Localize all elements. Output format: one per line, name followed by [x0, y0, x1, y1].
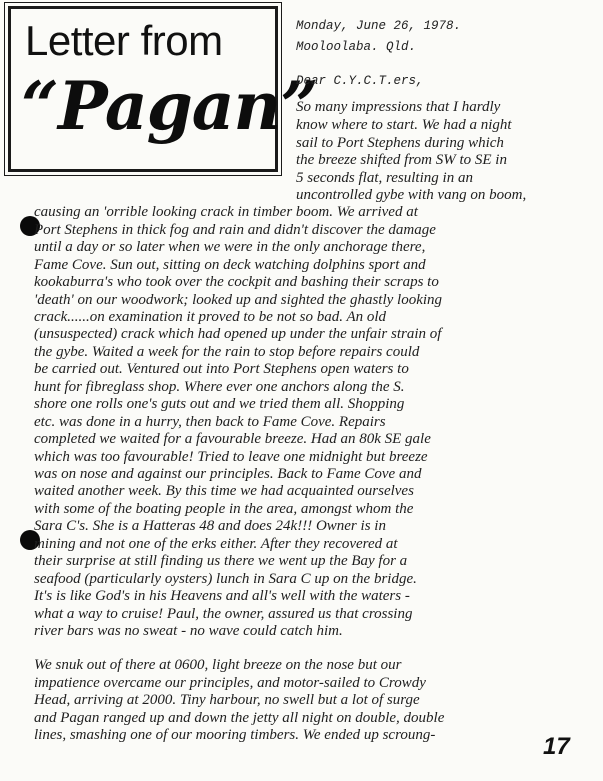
body-line: 'death' on our woodwork; looked up and sighted the ghastly looking — [34, 292, 443, 308]
body-line: sail to Port Stephens during which — [296, 135, 504, 151]
body-line: Head, arriving at 2000. Tiny harbour, no swell but a lot of surge — [34, 692, 420, 708]
body-line: Port Stephens in thick fog and rain and didn't discover the damage — [34, 222, 436, 238]
body-line: uncontrolled gybe with vang on boom, — [296, 187, 527, 203]
body-line: Sara C's. She is a Hatteras 48 and does 24k!!! Owner is in — [34, 518, 386, 534]
body-line: causing an 'orrible looking crack in timber boom. We arrived at — [34, 204, 418, 220]
body-line: be carried out. Ventured out into Port Stephens open waters to — [34, 361, 409, 377]
body-line: So many impressions that I hardly — [296, 99, 501, 115]
body-line: mining and not one of the erks either. After they recovered at — [34, 536, 398, 552]
body-line: what a way to cruise! Paul, the owner, assured us that crossing — [34, 606, 413, 622]
salutation: Dear C.Y.C.T.ers, — [296, 74, 424, 88]
body-line: impatience overcame our principles, and motor-sailed to Crowdy — [34, 675, 426, 691]
body-line: 5 seconds flat, resulting in an — [296, 170, 473, 186]
body-line: completed we waited for a favourable breeze. Had an 80k SE gale — [34, 431, 431, 447]
body-line: seafood (particularly oysters) lunch in Sara C up on the bridge. — [34, 571, 417, 587]
body-line: was on nose and against our principles. Back to Fame Cove and — [34, 466, 422, 482]
body-line: etc. was done in a hurry, then back to Fame Cove. Repairs — [34, 414, 386, 430]
body-line: their surprise at still finding us there we went up the Bay for a — [34, 553, 408, 569]
body-line: waited another week. By this time we had acquainted ourselves — [34, 483, 414, 499]
body-line: the breeze shifted from SW to SE in — [296, 152, 507, 168]
letter-date: Monday, June 26, 1978. — [296, 19, 462, 33]
body-line: the gybe. Waited a week for the rain to stop before repairs could — [34, 344, 420, 360]
body-line: Fame Cove. Sun out, sitting on deck watching dolphins sport and — [34, 257, 426, 273]
body-line: crack......on examination it proved to be not so bad. An old — [34, 309, 387, 325]
masthead-title: Letter from — [25, 17, 223, 64]
body-line: and Pagan ranged up and down the jetty all night on double, double — [34, 710, 445, 726]
letter-place: Mooloolaba. Qld. — [296, 40, 417, 54]
body-line: lines, smashing one of our mooring timbers. We ended up scroung- — [34, 727, 436, 743]
body-line: know where to start. We had a night — [296, 117, 512, 133]
body-line: kookaburra's who took over the cockpit and bashing their scraps to — [34, 274, 439, 290]
page-number: 17 — [543, 733, 570, 760]
body-line: We snuk out of there at 0600, light breeze on the nose but our — [34, 657, 402, 673]
body-line: river bars was no sweat - no wave could catch him. — [34, 623, 343, 639]
masthead-boat-name: “Pagan” — [21, 67, 318, 145]
body-line: It's is like God's in his Heavens and all's well with the waters - — [34, 588, 410, 604]
body-line: until a day or so later when we were in the only anchorage there, — [34, 239, 426, 255]
body-line: which was too favourable! Tried to leave one midnight but breeze — [34, 449, 428, 465]
body-line: with some of the boating people in the area, amongst whom the — [34, 501, 414, 517]
body-line: (unsuspected) crack which had opened up under the unfair strain of — [34, 326, 442, 342]
body-line: hunt for fibreglass shop. Where ever one anchors along the S. — [34, 379, 405, 395]
body-line: shore one rolls one's guts out and we tried them all. Shopping — [34, 396, 405, 412]
